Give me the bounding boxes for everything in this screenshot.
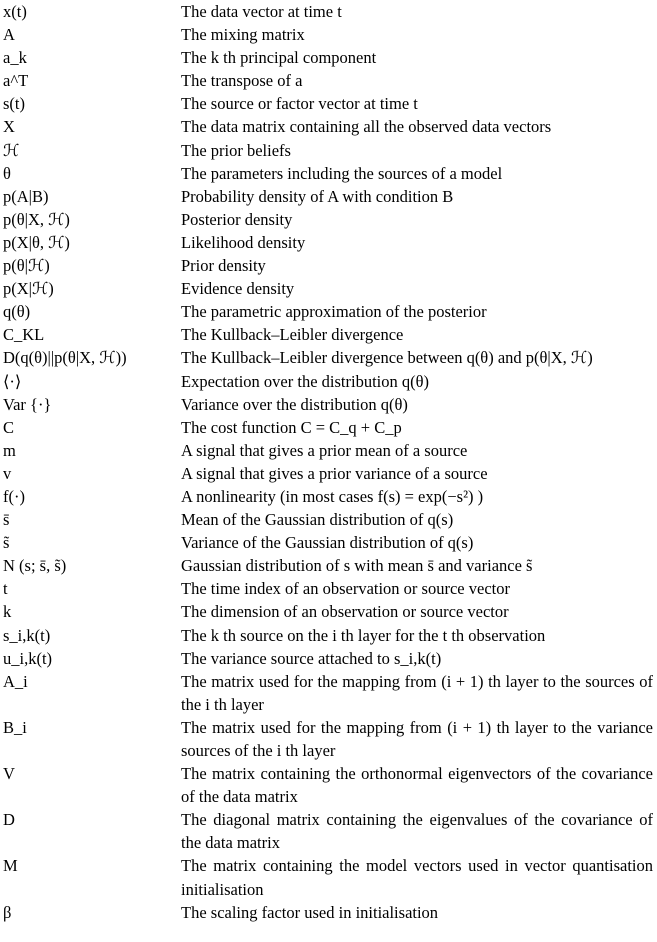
- notation-description: A signal that gives a prior mean of a source: [181, 440, 468, 460]
- notation-row: [0, 370, 657, 393]
- notation-symbol: f(·): [3, 486, 25, 506]
- notation-row: [0, 647, 657, 670]
- notation-description: Variance of the Gaussian distribution of q(s): [181, 533, 474, 553]
- notation-description: The dimension of an observation or source vector: [181, 602, 509, 622]
- notation-row: [0, 277, 657, 300]
- notation-symbol: B_i: [3, 717, 27, 737]
- notation-symbol: ⟨·⟩: [3, 371, 22, 391]
- notation-row: [0, 416, 657, 439]
- notation-symbol: p(θ|ℋ): [3, 256, 50, 276]
- notation-description: The diagonal matrix containing the eigenvalues of the covariance of the data matrix: [181, 810, 653, 853]
- notation-row: [0, 46, 657, 69]
- notation-symbol: C: [3, 417, 15, 437]
- notation-description: A nonlinearity (in most cases f(s) = exp(−s²) ): [181, 486, 484, 506]
- notation-row: [0, 808, 657, 854]
- notation-row: [0, 23, 657, 46]
- notation-row: [0, 600, 657, 623]
- notation-row: [0, 670, 657, 716]
- notation-description: The scaling factor used in initialisation: [181, 902, 439, 922]
- notation-symbol: m: [3, 440, 16, 460]
- notation-symbol: x(t): [3, 2, 27, 21]
- notation-description: The matrix containing the model vectors used in vector quantisation initialisation: [181, 856, 653, 899]
- notation-description: Gaussian distribution of s with mean s̄ and variance s̃: [181, 556, 533, 576]
- notation-row: [0, 69, 657, 92]
- notation-description: Evidence density: [181, 279, 295, 299]
- notation-description: Probability density of A with condition B: [181, 186, 454, 206]
- notation-description: A signal that gives a prior variance of a source: [181, 463, 488, 483]
- notation-description: The Kullback–Leibler divergence: [181, 325, 404, 345]
- notation-row: [0, 577, 657, 600]
- notation-description: Variance over the distribution q(θ): [181, 394, 408, 414]
- notation-description: Prior density: [181, 256, 266, 276]
- notation-row: [0, 231, 657, 254]
- notation-symbol: q(θ): [3, 302, 31, 322]
- notation-symbol: s̃: [3, 533, 10, 553]
- notation-symbol: M: [3, 856, 18, 876]
- notation-description: Expectation over the distribution q(θ): [181, 371, 430, 391]
- notation-description: The matrix used for the mapping from (i + 1) th layer to the variance sources of the i th layer: [181, 717, 653, 760]
- notation-description: The data matrix containing all the observed data vectors: [181, 117, 552, 137]
- notation-description: The transpose of a: [181, 71, 303, 91]
- notation-symbol: N (s; s̄, s̃): [3, 556, 67, 576]
- notation-description: The prior beliefs: [181, 140, 291, 160]
- notation-description: The time index of an observation or source vector: [181, 579, 510, 599]
- notation-description: The matrix used for the mapping from (i + 1) th layer to the sources of the i th layer: [181, 671, 653, 714]
- notation-row: [0, 554, 657, 577]
- notation-row: [0, 208, 657, 231]
- notation-row: [0, 716, 657, 762]
- notation-symbol: k: [3, 602, 12, 622]
- notation-row: [0, 185, 657, 208]
- notation-row: [0, 508, 657, 531]
- notation-row: [0, 162, 657, 185]
- notation-row: [0, 346, 657, 369]
- notation-description: Likelihood density: [181, 232, 306, 252]
- notation-symbol: X: [3, 117, 15, 137]
- notation-row: [0, 854, 657, 900]
- notation-symbol: p(X|θ, ℋ): [3, 232, 70, 252]
- notation-symbol: D(q(θ)||p(θ|X, ℋ)): [3, 348, 127, 368]
- notation-description: The parameters including the sources of a model: [181, 163, 503, 183]
- notation-symbol: s̄: [3, 510, 10, 530]
- notation-symbol: a_k: [3, 48, 27, 68]
- notation-description: The Kullback–Leibler divergence between q(θ) and p(θ|X, ℋ): [181, 348, 593, 368]
- notation-description: The mixing matrix: [181, 25, 305, 45]
- notation-description: The k th principal component: [181, 48, 377, 68]
- notation-symbol: a^T: [3, 71, 29, 91]
- notation-symbol: D: [3, 810, 15, 830]
- notation-description: The data vector at time t: [181, 2, 342, 21]
- notation-row: [0, 393, 657, 416]
- notation-symbol: p(θ|X, ℋ): [3, 209, 70, 229]
- notation-row: [0, 92, 657, 115]
- notation-symbol: p(X|ℋ): [3, 279, 54, 299]
- notation-row: [0, 762, 657, 808]
- notation-row: [0, 300, 657, 323]
- notation-symbol: ℋ: [3, 140, 20, 160]
- notation-symbol: A: [3, 25, 15, 45]
- notation-row: [0, 115, 657, 138]
- notation-description: The k th source on the i th layer for the t th observation: [181, 625, 546, 645]
- notation-row: [0, 139, 657, 162]
- notation-symbol: t: [3, 579, 8, 599]
- notation-row: [0, 531, 657, 554]
- notation-description: Mean of the Gaussian distribution of q(s): [181, 510, 454, 530]
- notation-description: The matrix containing the orthonormal eigenvectors of the covariance of the data matrix: [181, 764, 653, 807]
- notation-description: Posterior density: [181, 209, 293, 229]
- notation-symbol: p(A|B): [3, 186, 49, 206]
- notation-row: [0, 254, 657, 277]
- notation-row: [0, 485, 657, 508]
- notation-description: The variance source attached to s_i,k(t): [181, 648, 442, 668]
- notation-row: [0, 323, 657, 346]
- notation-row: [0, 439, 657, 462]
- notation-description: The parametric approximation of the posterior: [181, 302, 487, 322]
- notation-row: [0, 462, 657, 485]
- notation-symbol: u_i,k(t): [3, 648, 53, 668]
- notation-symbol: β: [3, 902, 12, 922]
- notation-symbol: s_i,k(t): [3, 625, 51, 645]
- notation-symbol: C_KL: [3, 325, 45, 345]
- notation-description: The cost function C = C_q + C_p: [181, 417, 402, 437]
- notation-row: [0, 624, 657, 647]
- notation-symbol: s(t): [3, 94, 25, 114]
- notation-description: The source or factor vector at time t: [181, 94, 418, 114]
- notation-symbol: A_i: [3, 671, 28, 691]
- notation-symbol: v: [3, 463, 12, 483]
- notation-symbol: θ: [3, 163, 11, 183]
- notation-symbol: Var {·}: [3, 394, 52, 414]
- notation-row: [0, 0, 657, 23]
- notation-symbol: V: [3, 764, 15, 784]
- notation-row: [0, 901, 657, 924]
